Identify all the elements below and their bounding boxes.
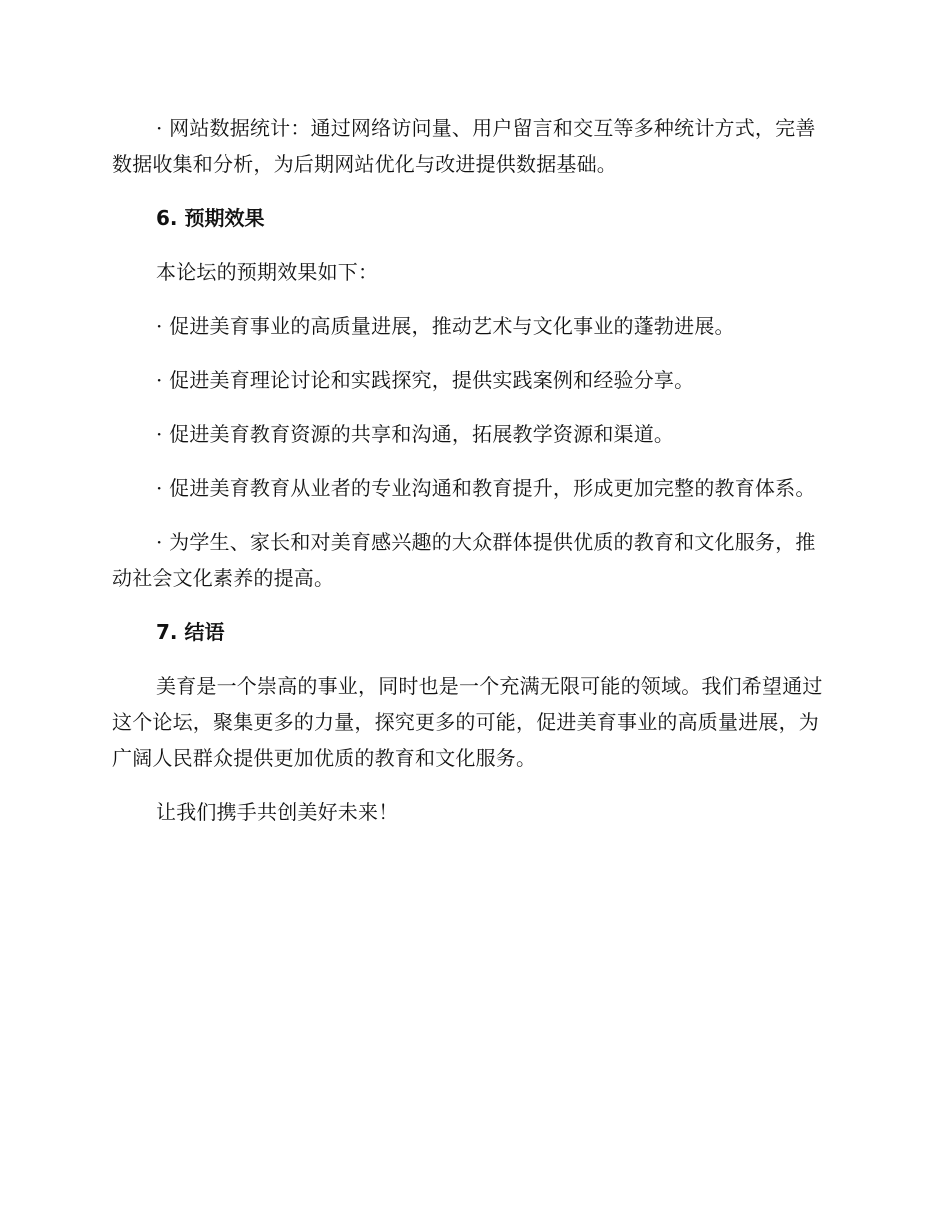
- bullet-item-2: · 促进美育理论讨论和实践探究，提供实践案例和经验分享。: [156, 368, 695, 392]
- section-heading-conclusion: 7. 结语: [156, 620, 225, 644]
- paragraph-website-stats: · 网站数据统计：通过网络访问量、用户留言和交互等多种统计方式，完善数据收集和分析，为后期网站优化与改进提供数据基础。: [112, 116, 816, 176]
- bullet-item-4: · 促进美育教育从业者的专业沟通和教育提升，形成更加完整的教育体系。: [156, 476, 816, 500]
- bullet-item-1: · 促进美育事业的高质量进展，推动艺术与文化事业的蓬勃进展。: [156, 314, 735, 338]
- paragraph-closing: 让我们携手共创美好未来！: [156, 800, 399, 824]
- document-page: [112, 110, 832, 830]
- bullet-item-5: · 为学生、家长和对美育感兴趣的大众群体提供优质的教育和文化服务，推动社会文化素养的提高。: [112, 530, 816, 590]
- paragraph-expected-intro: 本论坛的预期效果如下：: [156, 260, 379, 284]
- bullet-item-3: · 促进美育教育资源的共享和沟通，拓展教学资源和渠道。: [156, 422, 675, 446]
- section-heading-expected-results: 6. 预期效果: [156, 206, 265, 230]
- paragraph-conclusion: 美育是一个崇高的事业，同时也是一个充满无限可能的领域。我们希望通过这个论坛，聚集更多的力量，探究更多的可能，促进美育事业的高质量进展，为广阔人民群众提供更加优质的教育和文化服务。: [112, 674, 823, 770]
